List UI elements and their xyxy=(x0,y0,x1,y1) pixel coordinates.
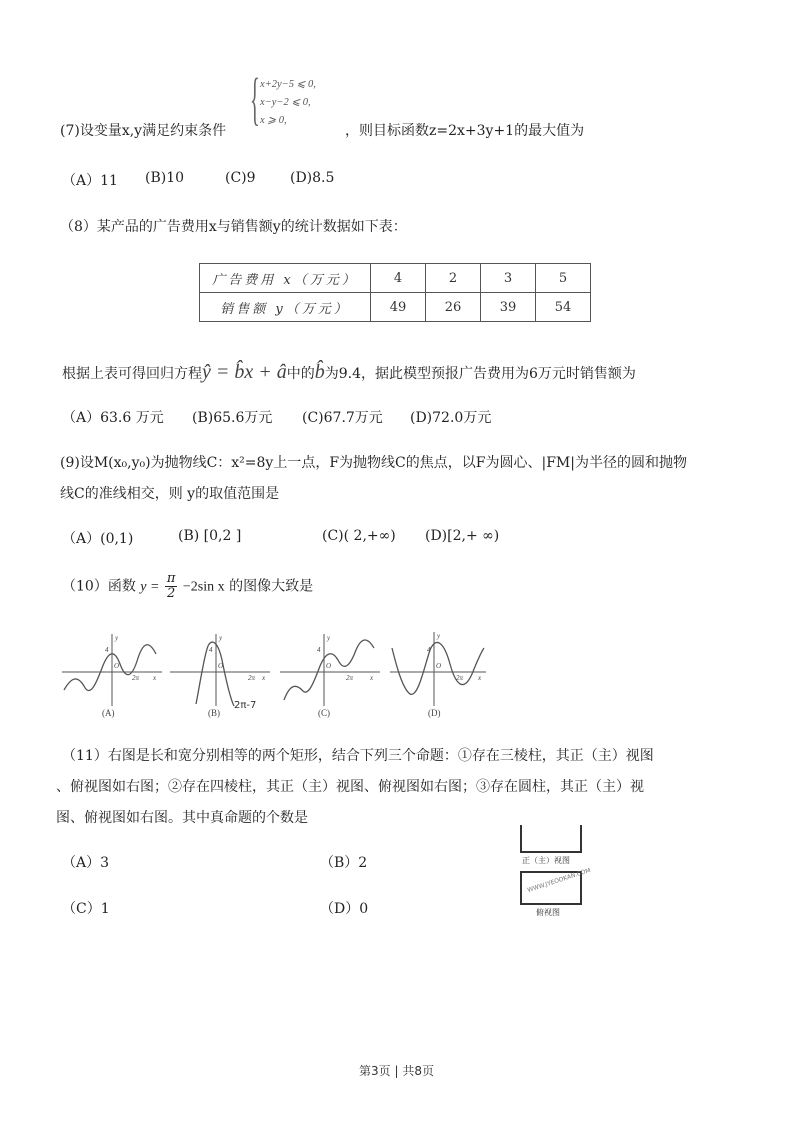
q11-line-1: （11）右图是长和宽分别相等的两个矩形，结合下列三个命题：①存在三棱柱，其正（主）视图 xyxy=(62,748,654,764)
watermark: WWW.JYEOOKAN.COM xyxy=(526,866,592,895)
constraint-1: x+2y−5 ⩽ 0, xyxy=(260,79,316,90)
graph-b-x-label: x xyxy=(262,674,266,682)
table-cell: 54 xyxy=(536,293,591,322)
table-cell: 5 xyxy=(536,264,591,293)
q11-line-3: 图、俯视图如右图。其中真命题的个数是 xyxy=(56,810,308,826)
page-footer: 第3页 | 共8页 xyxy=(359,1064,434,1078)
q9-option-d: (D)[2,+ ∞) xyxy=(425,528,500,544)
graph-b xyxy=(170,634,270,706)
graph-d-caption: (D) xyxy=(428,708,441,718)
q7-suffix: ，则目标函数z=2x+3y+1的最大值为 xyxy=(345,123,585,139)
table-row-label: 销售额 y（万元） xyxy=(200,293,371,322)
graph-a-y-label: y xyxy=(115,634,119,642)
graph-c-tick-4: 4 xyxy=(317,646,321,654)
q9-option-b: (B) [0,2 ] xyxy=(178,528,242,544)
graph-c-caption: (C) xyxy=(318,708,330,718)
top-view-label: 俯视图 xyxy=(536,908,560,917)
q8-text-after: 为9.4，据此模型预报广告费用为6万元时销售额为 xyxy=(324,366,636,382)
pi-over-2-fraction xyxy=(165,572,178,601)
q11-option-b: （B）2 xyxy=(320,855,368,871)
q10-stem xyxy=(62,572,313,601)
graph-a-tick-2pi: 2π xyxy=(132,674,140,682)
data-table xyxy=(199,263,591,322)
constraint-2: x−y−2 ⩽ 0, xyxy=(260,97,311,108)
table-cell: 2 xyxy=(426,264,481,293)
q7-option-c: (C)9 xyxy=(225,170,256,186)
q8-intro: （8）某产品的广告费用x与销售额y的统计数据如下表： xyxy=(60,219,407,235)
q11-option-a: （A）3 xyxy=(62,855,110,871)
graph-a-origin: O xyxy=(114,662,120,670)
fraction-denominator: 2 xyxy=(167,586,176,601)
constraint-system xyxy=(250,66,355,134)
q9-option-a: （A）(0,1) xyxy=(62,531,134,547)
q9-line-1: (9)设M(x₀,y₀)为抛物线C：x²=8y上一点，F为抛物线C的焦点，以F为圆心、|FM|为半径的圆和抛物 xyxy=(60,455,687,471)
q8-text-before: 根据上表可得回归方程 xyxy=(62,366,202,382)
brace-symbol: { xyxy=(250,66,260,131)
graph-a-tick-4: 4 xyxy=(105,646,109,654)
graph-c-y-label: y xyxy=(327,634,331,642)
q8-option-d: (D)72.0万元 xyxy=(410,410,492,426)
graph-c-tick-2pi: 2π xyxy=(346,674,354,682)
q7-option-d: (D)8.5 xyxy=(290,170,335,186)
constraint-3: x ⩾ 0, xyxy=(260,115,287,126)
graph-c-x-label: x xyxy=(370,674,374,682)
q8-text-mid: 中的 xyxy=(286,366,315,382)
table-row xyxy=(200,293,591,322)
graph-a-caption: (A) xyxy=(102,708,115,718)
q7-option-a: （A）11 xyxy=(62,173,118,189)
front-view-rect xyxy=(520,825,582,853)
graph-d-x-label: x xyxy=(478,674,482,682)
graph-d-tick-4: 4 xyxy=(427,646,431,654)
table-cell: 39 xyxy=(481,293,536,322)
q8-option-a: （A）63.6 万元 xyxy=(62,410,164,426)
graph-d-origin: O xyxy=(436,662,442,670)
q10-prefix: （10）函数 xyxy=(62,578,136,595)
q10-suffix: 的图像大致是 xyxy=(229,578,314,595)
handwritten-note: 2π-7 xyxy=(234,700,257,710)
table-cell: 26 xyxy=(426,293,481,322)
graph-b-origin: O xyxy=(218,662,224,670)
q7-option-b: (B)10 xyxy=(145,170,185,186)
table-cell: 4 xyxy=(371,264,426,293)
three-view-figure xyxy=(512,825,592,925)
regression-equation: ŷ = b̂x + â xyxy=(202,361,287,383)
front-view-label: 正（主）视图 xyxy=(522,856,570,865)
graph-a-x-label: x xyxy=(153,674,157,682)
q11-option-d: （D）0 xyxy=(320,901,369,917)
q8-option-b: (B)65.6万元 xyxy=(192,410,273,426)
table-cell: 3 xyxy=(481,264,536,293)
q7-prefix: (7)设变量x,y满足约束条件 xyxy=(60,123,227,139)
fraction-numerator: π xyxy=(166,571,176,586)
graph-b-tick-2pi: 2π xyxy=(248,674,256,682)
func-lhs: y = xyxy=(140,579,160,595)
q11-line-2: 、俯视图如右图；②存在四棱柱，其正（主）视图、俯视图如右图；③存在圆柱，其正（主）视 xyxy=(56,779,644,795)
q11-option-c: （C）1 xyxy=(62,901,110,917)
q9-option-c: (C)( 2,+∞) xyxy=(322,528,396,544)
table-row xyxy=(200,264,591,293)
graph-a xyxy=(62,634,162,706)
graph-b-y-label: y xyxy=(219,634,223,642)
func-rhs: −2sin x xyxy=(182,579,225,595)
table-cell: 49 xyxy=(371,293,426,322)
graph-b-tick-4: 4 xyxy=(209,646,213,654)
graph-b-caption: (B) xyxy=(208,708,220,718)
q8-regression-line xyxy=(62,361,636,384)
graph-c-origin: O xyxy=(326,662,332,670)
graph-c xyxy=(280,634,380,706)
q9-line-2: 线C的准线相交，则 y的取值范围是 xyxy=(60,486,280,502)
b-hat-symbol: b̂ xyxy=(314,361,325,383)
graph-d-tick-2pi: 2π xyxy=(456,674,464,682)
graph-d-y-label: y xyxy=(437,632,441,640)
function-graph-options xyxy=(58,628,488,710)
q8-option-c: (C)67.7万元 xyxy=(302,410,383,426)
table-row-label: 广告费用 x（万元） xyxy=(200,264,371,293)
